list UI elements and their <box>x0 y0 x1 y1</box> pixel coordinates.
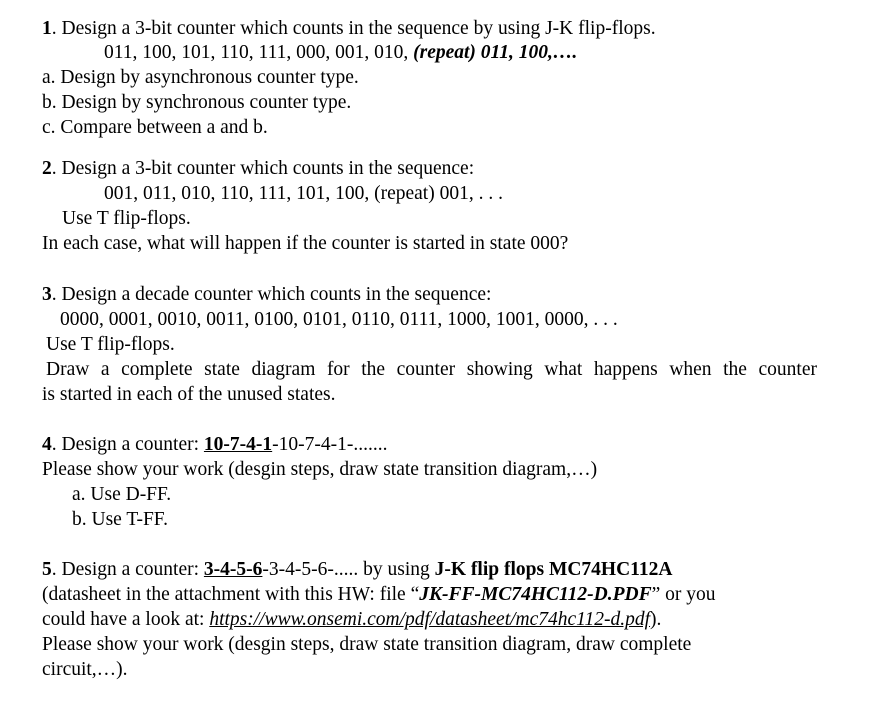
q5-look-prefix: could have a look at: <box>42 609 210 630</box>
q5-file-name: JK-FF-MC74HC112-D.PDF <box>419 584 652 605</box>
q5-datasheet-prefix: (datasheet in the attachment with this HW: file “ <box>42 584 420 605</box>
q1-part-c: c. Compare between a and b. <box>42 117 268 138</box>
q3-draw-line2: is started in each of the unused states. <box>42 384 336 405</box>
q5-datasheet-suffix: ” or you <box>651 584 716 605</box>
q1-title <box>42 17 656 41</box>
q4-sequence-first: 10-7-4-1 <box>203 434 273 455</box>
q5-title-prefix: . Design a counter: <box>51 559 204 580</box>
q3-title-text: . Design a decade counter which counts in the sequence: <box>51 284 492 305</box>
q1-part-a: a. Design by asynchronous counter type. <box>42 67 359 88</box>
q1-title-text: . Design a 3-bit counter which counts in the sequence by using J-K flip-flops. <box>51 18 656 39</box>
q5-title <box>42 558 672 582</box>
q5-work-line1: Please show your work (desgin steps, draw state transition diagram, draw complete <box>42 634 692 655</box>
q1-sequence <box>104 41 577 65</box>
q2-number: 2 <box>42 158 52 179</box>
q5-by-using: by using <box>363 559 435 580</box>
q3-sequence: 0000, 0001, 0010, 0011, 0100, 0101, 0110, 0111, 1000, 1001, 0000, . . . <box>60 309 618 330</box>
q5-look-suffix: ). <box>650 609 662 630</box>
q4-sequence-rest: -10-7-4-1-....... <box>272 434 388 455</box>
q2-use: Use T flip-flops. <box>62 208 191 229</box>
q2-question: In each case, what will happen if the counter is started in state 000? <box>42 233 569 254</box>
q1-part-b: b. Design by synchronous counter type. <box>42 92 352 113</box>
q5-number: 5 <box>42 559 52 580</box>
q4-part-a: a. Use D-FF. <box>72 484 172 505</box>
q5-flip-flop-part: J-K flip flops MC74HC112A <box>434 559 673 580</box>
q5-work-line2: circuit,…). <box>42 659 128 680</box>
q5-datasheet-link[interactable]: https://www.onsemi.com/pdf/datasheet/mc74hc112-d.pdf <box>209 609 651 630</box>
q3-use: Use T flip-flops. <box>46 334 175 355</box>
q2-sequence: 001, 011, 010, 110, 111, 101, 100, (repeat) 001, . . . <box>104 183 503 204</box>
q1-sequence-repeat: (repeat) 011, 100,…. <box>413 42 578 63</box>
q3-draw-line1: Draw a complete state diagram for the counter showing what happens when the counter <box>46 359 817 380</box>
q1-sequence-text: 011, 100, 101, 110, 111, 000, 001, 010, <box>104 42 414 63</box>
q4-work: Please show your work (desgin steps, draw state transition diagram,…) <box>42 459 598 480</box>
q2-title-text: . Design a 3-bit counter which counts in the sequence: <box>51 158 475 179</box>
q5-sequence-rest: -3-4-5-6-..... <box>262 559 364 580</box>
q4-part-b: b. Use T-FF. <box>72 509 168 530</box>
q2-title <box>42 157 474 181</box>
q4-title <box>42 433 388 457</box>
q5-look-line <box>42 608 661 632</box>
q3-number: 3 <box>42 284 52 305</box>
q3-title <box>42 283 491 307</box>
q5-sequence-first: 3-4-5-6 <box>203 559 263 580</box>
q4-title-prefix: . Design a counter: <box>51 434 204 455</box>
q5-datasheet-line <box>42 583 716 607</box>
q4-number: 4 <box>42 434 52 455</box>
q1-number: 1 <box>42 18 52 39</box>
